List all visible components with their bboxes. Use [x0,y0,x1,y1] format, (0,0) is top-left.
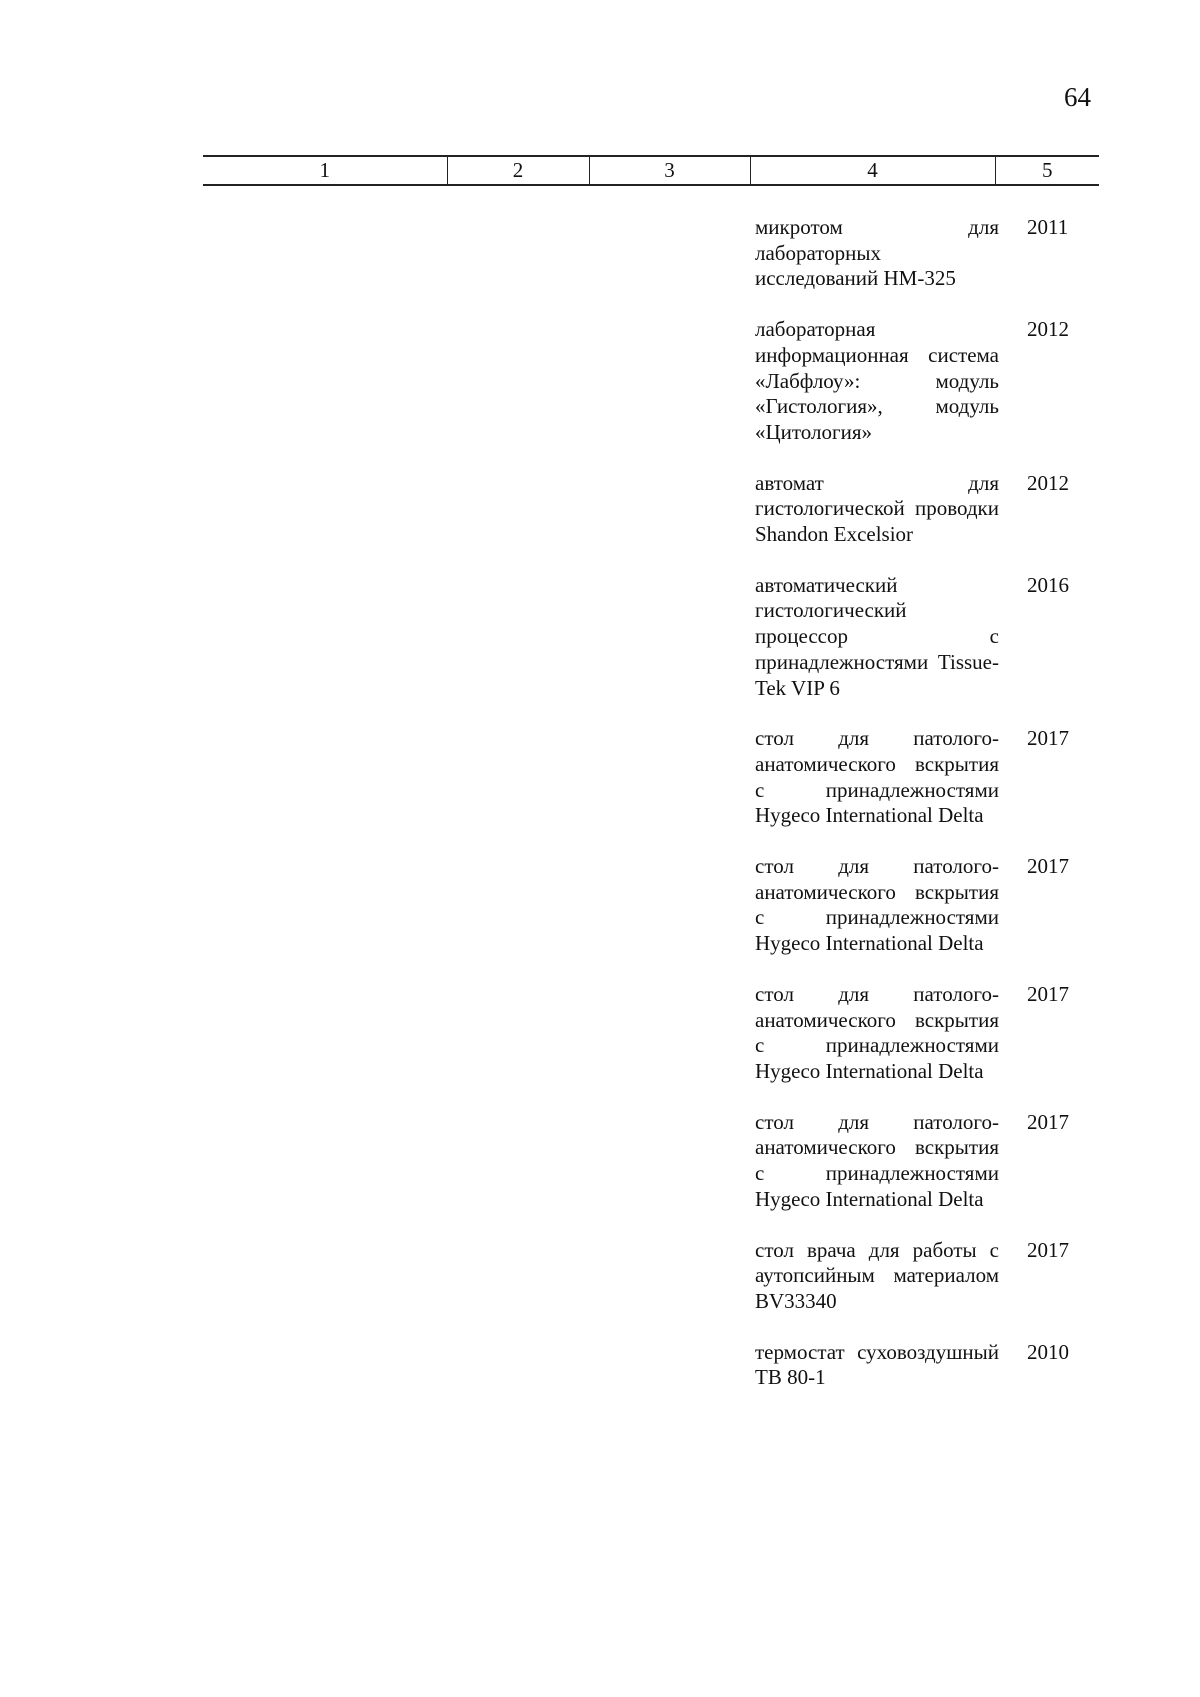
equipment-row [755,982,1085,1085]
equipment-row [755,1110,1085,1213]
equipment-year: 2012 [1027,317,1069,342]
equipment-description: стол для патолого-анатомического вскрытия с принадлежностями Hygeco International Delta [755,1109,999,1211]
equipment-description: термостат суховоздушный ТВ 80-1 [755,1339,999,1390]
column-header-1: 1 [203,156,447,185]
column-header-3: 3 [589,156,750,185]
equipment-description: стол для патолого-анатомического вскрытия с принадлежностями Hygeco International Delta [755,981,999,1083]
equipment-row [755,1238,1085,1315]
equipment-row [755,573,1085,702]
column-header-row [203,156,1099,185]
equipment-row [755,317,1085,446]
equipment-year: 2017 [1027,1109,1069,1134]
equipment-row [755,1340,1085,1391]
column-header-4: 4 [750,156,995,185]
equipment-year: 2017 [1027,1237,1069,1262]
column-header-5: 5 [995,156,1099,185]
column-header-2: 2 [447,156,589,185]
equipment-row [755,854,1085,957]
equipment-year: 2017 [1027,981,1069,1006]
page-number: 64 [1064,82,1091,112]
equipment-year: 2017 [1027,854,1069,879]
equipment-year: 2010 [1027,1339,1069,1364]
equipment-description: стол врача для работы с аутопсийным материалом BV33340 [755,1237,999,1313]
equipment-description: лабораторная информационная система «Лабфлоу»: модуль «Гистология», модуль «Цитология» [755,317,999,444]
equipment-row [755,471,1085,548]
equipment-description: автоматический гистологический процессор с принадлежностями Tissue-Tek VIP 6 [755,572,999,700]
equipment-row [755,726,1085,829]
equipment-year: 2017 [1027,726,1069,751]
equipment-description: микротом для лабораторных исследований НМ-325 [755,215,999,291]
equipment-year: 2011 [1027,215,1069,239]
equipment-description: стол для патолого-анатомического вскрытия с принадлежностями Hygeco International Delta [755,854,999,956]
equipment-description: стол для патолого-анатомического вскрытия с принадлежностями Hygeco International Delta [755,726,999,828]
equipment-year: 2012 [1027,470,1069,495]
equipment-description: автомат для гистологической проводки Shandon Excelsior [755,470,999,547]
equipment-year: 2016 [1027,572,1069,597]
equipment-list [755,215,1085,1416]
column-header-table [203,155,1099,186]
equipment-row [755,215,1085,292]
